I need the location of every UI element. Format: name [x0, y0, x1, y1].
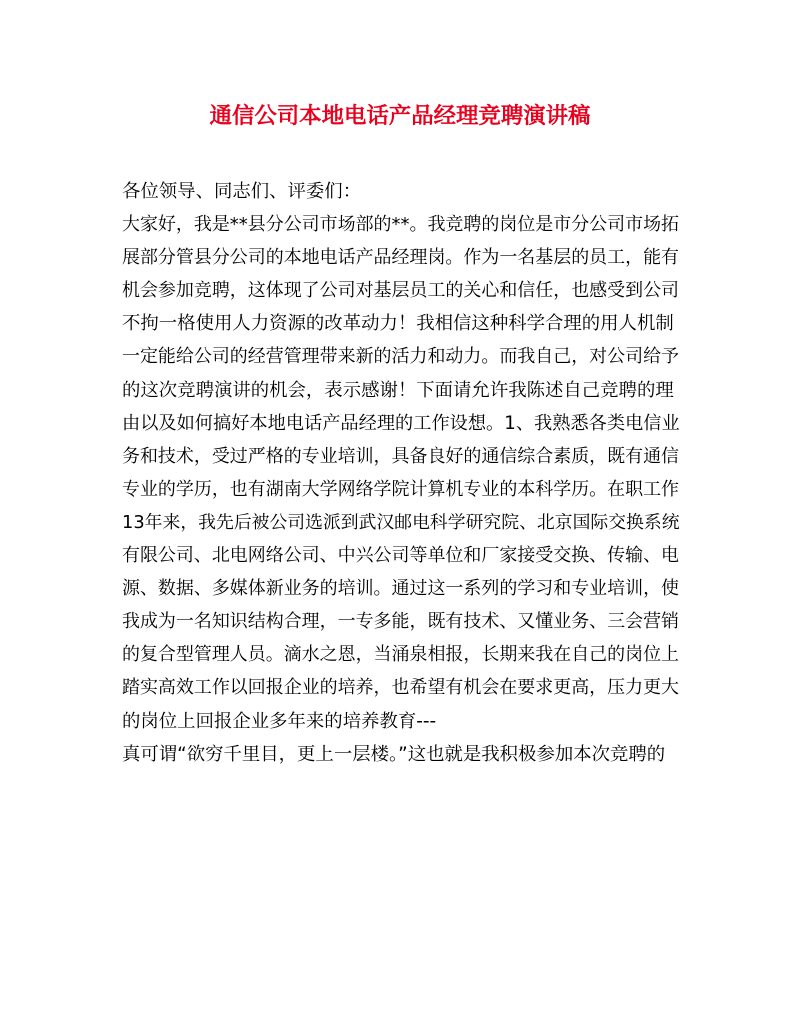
text-line: 的岗位上回报企业多年来的培养教育--- [122, 710, 437, 732]
document-title: 通信公司本地电话产品经理竞聘演讲稿 [209, 103, 591, 129]
text-line: 的复合型管理人员。滴水之恩，当涌泉相报，长期来我在自己的岗位上 [122, 644, 680, 666]
text-line: 13年来，我先后被公司选派到武汉邮电科学研究院、北京国际交换系统 [122, 511, 680, 533]
text-line: 有限公司、北电网络公司、中兴公司等单位和厂家接受交换、传输、电 [122, 545, 680, 567]
text-line: 的这次竞聘演讲的机会，表示感谢！下面请允许我陈述自己竞聘的理 [122, 379, 674, 401]
text-line: 踏实高效工作以回报企业的培养，也希望有机会在要求更高，压力更大 [122, 677, 680, 699]
text-line: 真可谓“欲穷千里目，更上一层楼。”这也就是我积极参加本次竞聘的 [122, 743, 666, 765]
text-line: 由以及如何搞好本地电话产品经理的工作设想。1、我熟悉各类电信业 [122, 412, 680, 434]
text-line: 我成为一名知识结构合理，一专多能，既有技术、又懂业务、三会营销 [122, 611, 680, 633]
text-line: 不拘一格使用人力资源的改革动力！我相信这种科学合理的用人机制 [122, 313, 674, 335]
speech-body [122, 175, 682, 771]
text-line: 各位领导、同志们、评委们： [122, 181, 362, 202]
text-line: 展部分管县分公司的本地电话产品经理岗。作为一名基层的员工，能有 [122, 247, 680, 269]
text-line: 源、数据、多媒体新业务的培训。通过这一系列的学习和专业培训，使 [122, 578, 680, 600]
text-line: 务和技术，受过严格的专业培训，具备良好的通信综合素质，既有通信 [122, 445, 680, 467]
text-line: 机会参加竞聘，这体现了公司对基层员工的关心和信任，也感受到公司 [122, 280, 680, 302]
text-line: 大家好，我是**县分公司市场部的**。我竞聘的岗位是市分公司市场拓 [122, 214, 680, 236]
text-line: 一定能给公司的经营管理带来新的活力和动力。而我自己，对公司给予 [122, 346, 680, 368]
text-line: 专业的学历，也有湖南大学网络学院计算机专业的本科学历。在职工作 [122, 478, 680, 500]
